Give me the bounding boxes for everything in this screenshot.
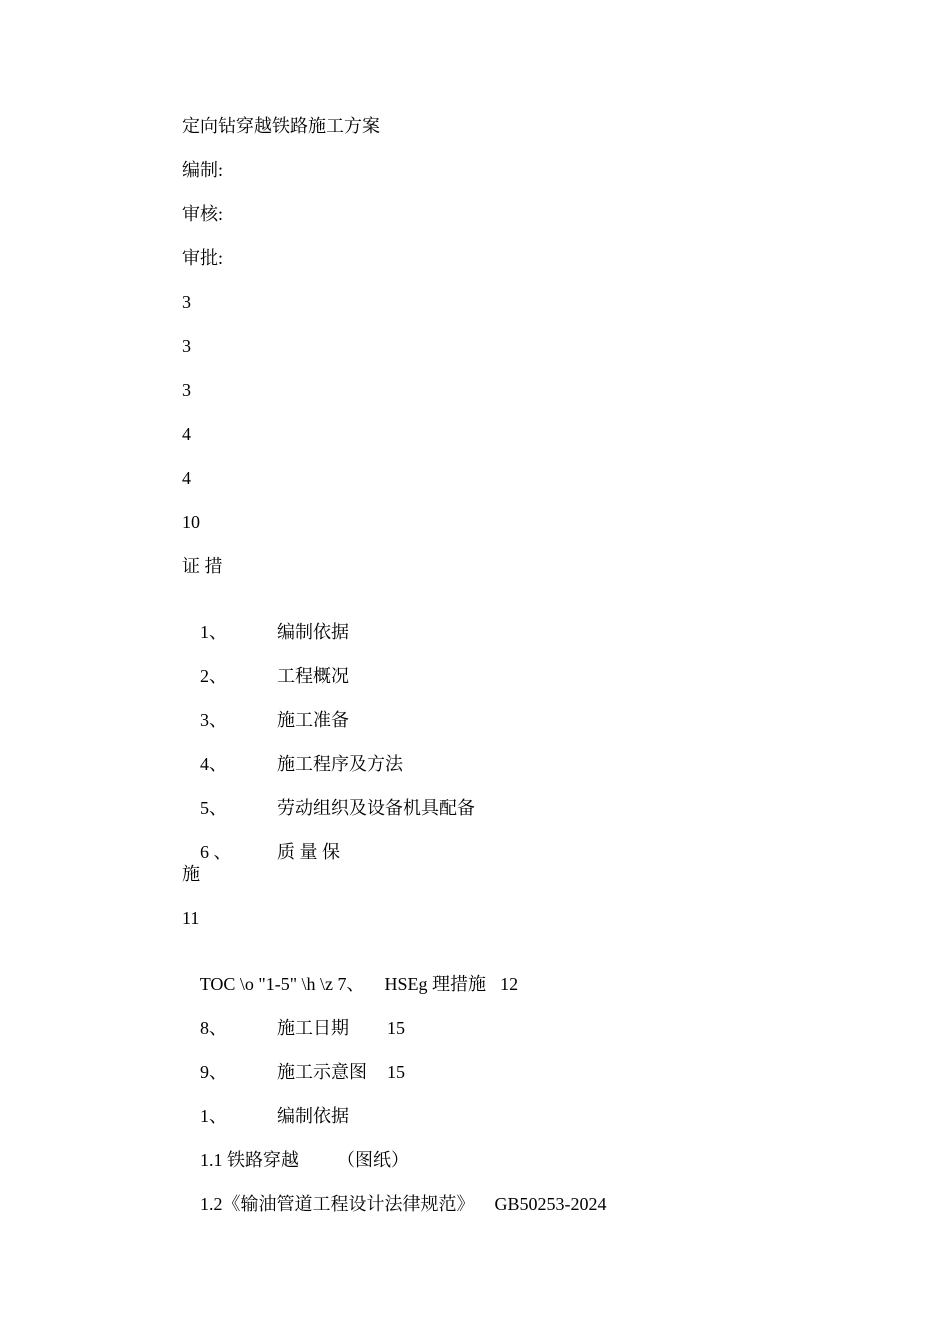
toc-wrap-text: 施 <box>182 864 200 884</box>
page-number: 3 <box>182 336 191 356</box>
toc-field-code: TOC \o "1-5" \h \z 7、 <box>199 974 365 994</box>
section-title: 编制依据 <box>277 1106 349 1126</box>
toc-item-text: 工程概况 <box>277 666 349 686</box>
page-number: 3 <box>182 292 191 312</box>
toc-item-text: 施工程序及方法 <box>277 754 403 774</box>
toc-item-number: 6 、 <box>200 842 232 862</box>
reference-label: 1.1 铁路穿越 <box>200 1150 299 1170</box>
page-number: 3 <box>182 380 191 400</box>
section-number: 1、 <box>200 1106 227 1126</box>
toc-heading: 证 措 <box>182 556 223 576</box>
page-number: 4 <box>182 424 191 444</box>
toc-item-number: 8、 <box>200 1018 227 1038</box>
sign-line-reviewed: 审核: <box>182 204 224 224</box>
reference-label: 1.2《输油管道工程设计法律规范》 <box>200 1194 475 1214</box>
page-number: 4 <box>182 468 191 488</box>
toc-item-text: 施工示意图 <box>277 1062 367 1082</box>
toc-item <box>182 819 340 885</box>
toc-item-page: 15 <box>387 1018 405 1038</box>
toc-item-page: 15 <box>387 1062 405 1082</box>
toc-field-page: 12 <box>500 974 519 994</box>
document-title: 定向钻穿越铁路施工方案 <box>182 116 380 136</box>
sign-line-compiled: 编制: <box>182 160 224 180</box>
toc-item-number: 4、 <box>200 754 227 774</box>
toc-item-text: 编制依据 <box>277 622 349 642</box>
reference-note: GB50253-2024 <box>494 1194 607 1214</box>
toc-item-text: 质 量 保 <box>277 842 340 862</box>
page-number: 10 <box>182 512 200 532</box>
toc-item-number: 2、 <box>200 666 227 686</box>
toc-item-text: 劳动组织及设备机具配备 <box>277 798 475 818</box>
toc-item-number: 3、 <box>200 710 227 730</box>
sign-line-approved: 审批: <box>182 248 224 268</box>
toc-wrap-page: 11 <box>182 908 200 928</box>
toc-item-number: 5、 <box>200 798 227 818</box>
toc-item-text: 施工准备 <box>277 710 349 730</box>
toc-item-number: 1、 <box>200 622 227 642</box>
reference-note: （图纸） <box>337 1150 409 1170</box>
toc-item-text: 施工日期 <box>277 1018 349 1038</box>
toc-item-number: 9、 <box>200 1062 227 1082</box>
reference-item <box>182 1171 607 1237</box>
toc-field-text: HSEg 理措施 <box>384 974 487 994</box>
